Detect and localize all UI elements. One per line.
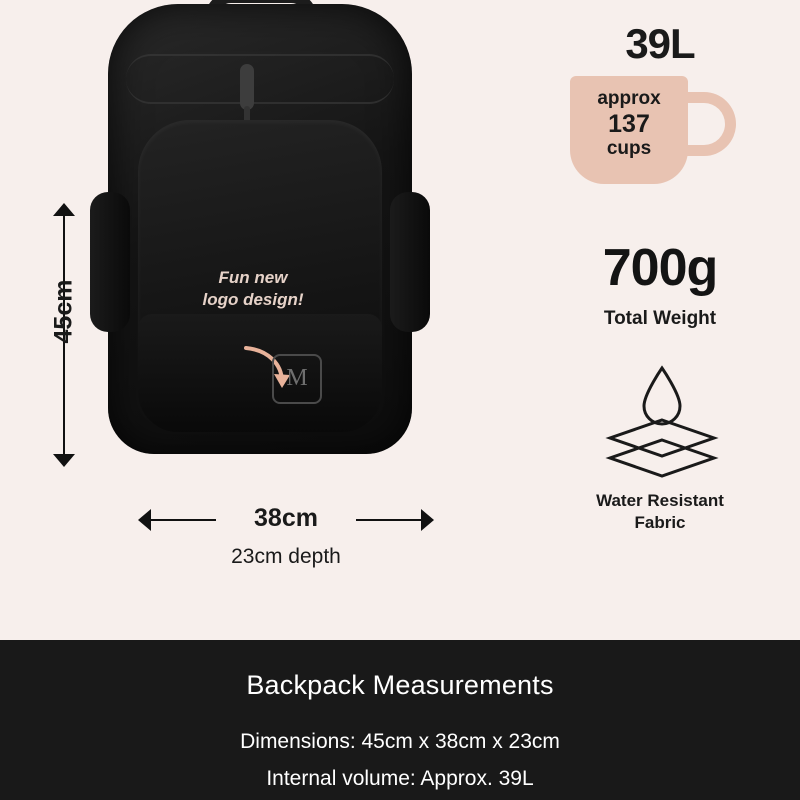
cup-icon — [558, 76, 758, 194]
backpack-side-strap-right — [390, 192, 430, 332]
arrow-down-icon — [53, 454, 75, 467]
logo-callout-line1: Fun new — [218, 268, 288, 287]
weight-caption: Total Weight — [603, 308, 717, 329]
height-label: 45cm — [49, 279, 78, 344]
width-label: 38cm — [216, 504, 356, 533]
backpack-zipper — [240, 64, 254, 110]
spec-column — [520, 0, 800, 640]
cup-unit-label: cups — [606, 138, 652, 159]
brand-logo-patch: M — [272, 354, 322, 404]
measurements-panel-title: Backpack Measurements — [246, 670, 554, 700]
cup-capacity-text — [570, 88, 688, 160]
water-resistant-caption — [520, 490, 800, 534]
measurements-volume-text: Internal volume: Approx. 39L — [266, 767, 534, 790]
width-measurement — [140, 500, 432, 540]
backpack-top-seam — [126, 54, 394, 104]
cup-handle — [680, 92, 736, 156]
cup-count-value: 137 — [608, 110, 650, 138]
backpack-illustration — [90, 0, 430, 472]
water-resistant-line1: Water Resistant — [596, 491, 724, 510]
volume-value: 39L — [625, 20, 695, 67]
depth-label: 23cm depth — [231, 545, 341, 568]
measurements-dimensions-text: Dimensions: 45cm x 38cm x 23cm — [240, 730, 560, 753]
measurements-panel — [0, 640, 800, 800]
water-resistant-line2: Fabric — [634, 513, 686, 532]
weight-value: 700g — [602, 239, 718, 297]
cup-approx-label: approx — [597, 88, 661, 109]
arrow-right-icon — [421, 509, 434, 531]
logo-callout-line2: logo design! — [202, 290, 304, 309]
logo-callout-text — [178, 267, 328, 311]
backpack-side-strap-left — [90, 192, 130, 332]
water-resistant-icon — [592, 362, 732, 480]
height-measurement — [44, 205, 84, 465]
